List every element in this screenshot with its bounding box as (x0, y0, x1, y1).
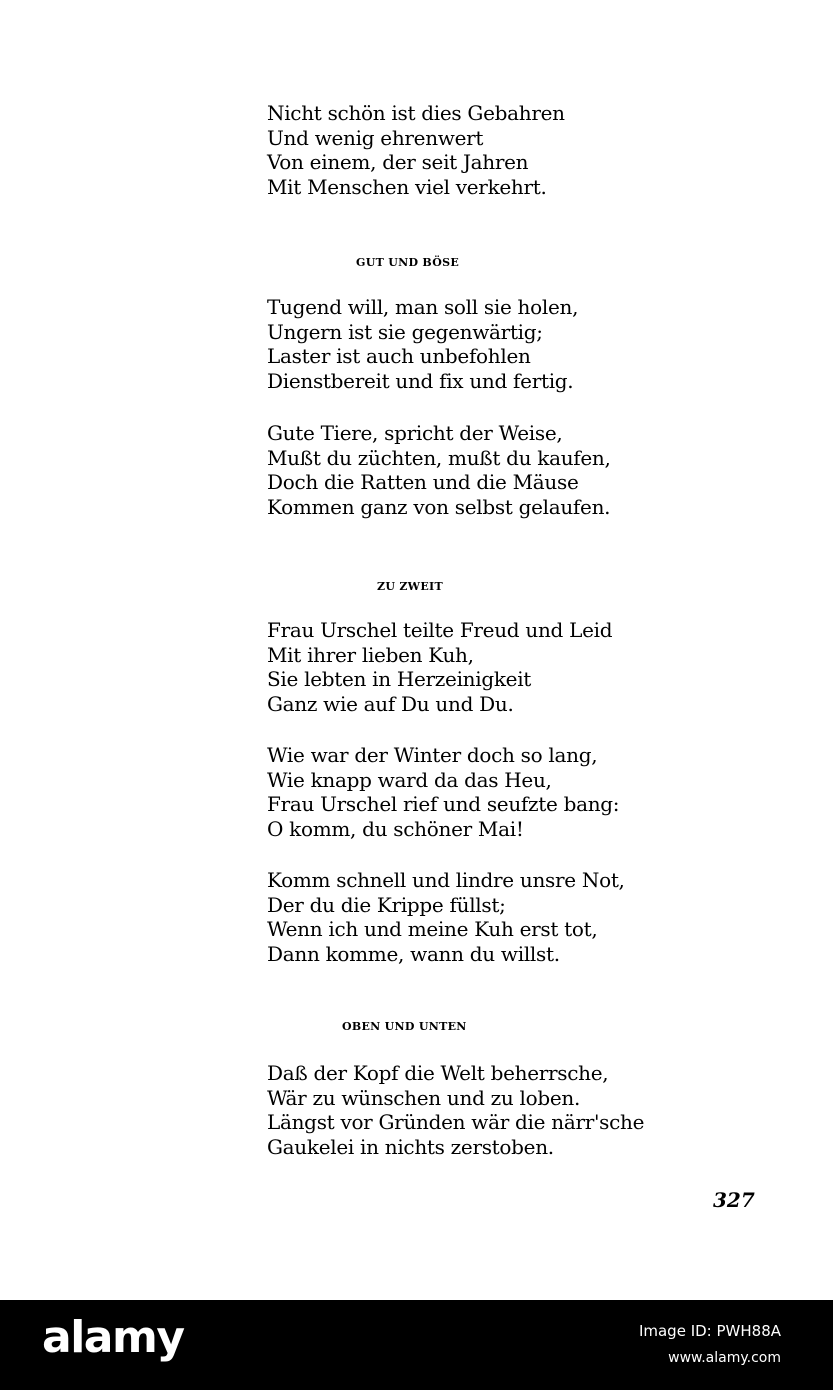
poem-line: Wär zu wünschen und zu loben. (267, 1085, 581, 1110)
poem-line: Tugend will, man soll sie holen, (267, 295, 579, 319)
poem-line: Daß der Kopf die Welt beherrsche, (267, 1061, 609, 1085)
poem-title-oben-und-unten: OBEN UND UNTEN (342, 1020, 467, 1033)
poem-line: Laster ist auch unbefohlen (267, 344, 531, 368)
poem-line: Kommen ganz von selbst gelaufen. (267, 494, 611, 519)
stanza-1 (267, 101, 565, 199)
poem-line: Längst vor Gründen wär die närr'sche (267, 1110, 645, 1134)
stanza-2 (267, 295, 578, 393)
site-url-label: www.alamy.com (668, 1350, 781, 1366)
poem-line: Mit Menschen viel verkehrt. (267, 174, 547, 199)
poem-line: O komm, du schöner Mai! (267, 816, 524, 841)
poem-line: Sie lebten in Herzeinigkeit (267, 667, 532, 691)
stanza-5 (267, 743, 619, 841)
poem-line: Wenn ich und meine Kuh erst tot, (267, 917, 598, 941)
stanza-3 (267, 421, 611, 519)
poem-line: Gute Tiere, spricht der Weise, (267, 421, 563, 445)
poem-line: Und wenig ehrenwert (267, 125, 484, 150)
stanza-7 (267, 1061, 644, 1159)
poem-line: Von einem, der seit Jahren (267, 150, 529, 174)
poem-line: Wie war der Winter doch so lang, (267, 743, 598, 767)
poem-line: Dann komme, wann du willst. (267, 941, 560, 966)
page-number: 327 (713, 1188, 755, 1212)
image-id-label: Image ID: PWH88A (638, 1322, 781, 1340)
poem-line: Mit ihrer lieben Kuh, (267, 642, 474, 667)
poem-line: Doch die Ratten und die Mäuse (267, 470, 579, 494)
stanza-6 (267, 868, 625, 966)
poem-line: Frau Urschel rief und seufzte bang: (267, 792, 620, 816)
poem-line: Frau Urschel teilte Freud und Leid (267, 618, 613, 642)
poem-line: Wie knapp ward da das Heu, (267, 767, 552, 792)
poem-line: Gaukelei in nichts zerstoben. (267, 1134, 554, 1159)
stanza-4 (267, 618, 612, 716)
poem-line: Komm schnell und lindre unsre Not, (267, 868, 625, 892)
poem-title-gut-und-boese: GUT UND BÖSE (356, 256, 460, 269)
poem-line: Mußt du züchten, mußt du kaufen, (267, 445, 611, 470)
poem-line: Nicht schön ist dies Gebahren (267, 101, 565, 125)
poem-line: Der du die Krippe füllst; (267, 892, 506, 917)
poem-line: Ungern ist sie gegenwärtig; (267, 319, 543, 344)
poem-line: Dienstbereit und fix und fertig. (267, 368, 574, 393)
poem-line: Ganz wie auf Du und Du. (267, 691, 514, 716)
poem-title-zu-zweit: ZU ZWEIT (377, 580, 443, 593)
brand-logo: alamy (42, 1312, 184, 1363)
